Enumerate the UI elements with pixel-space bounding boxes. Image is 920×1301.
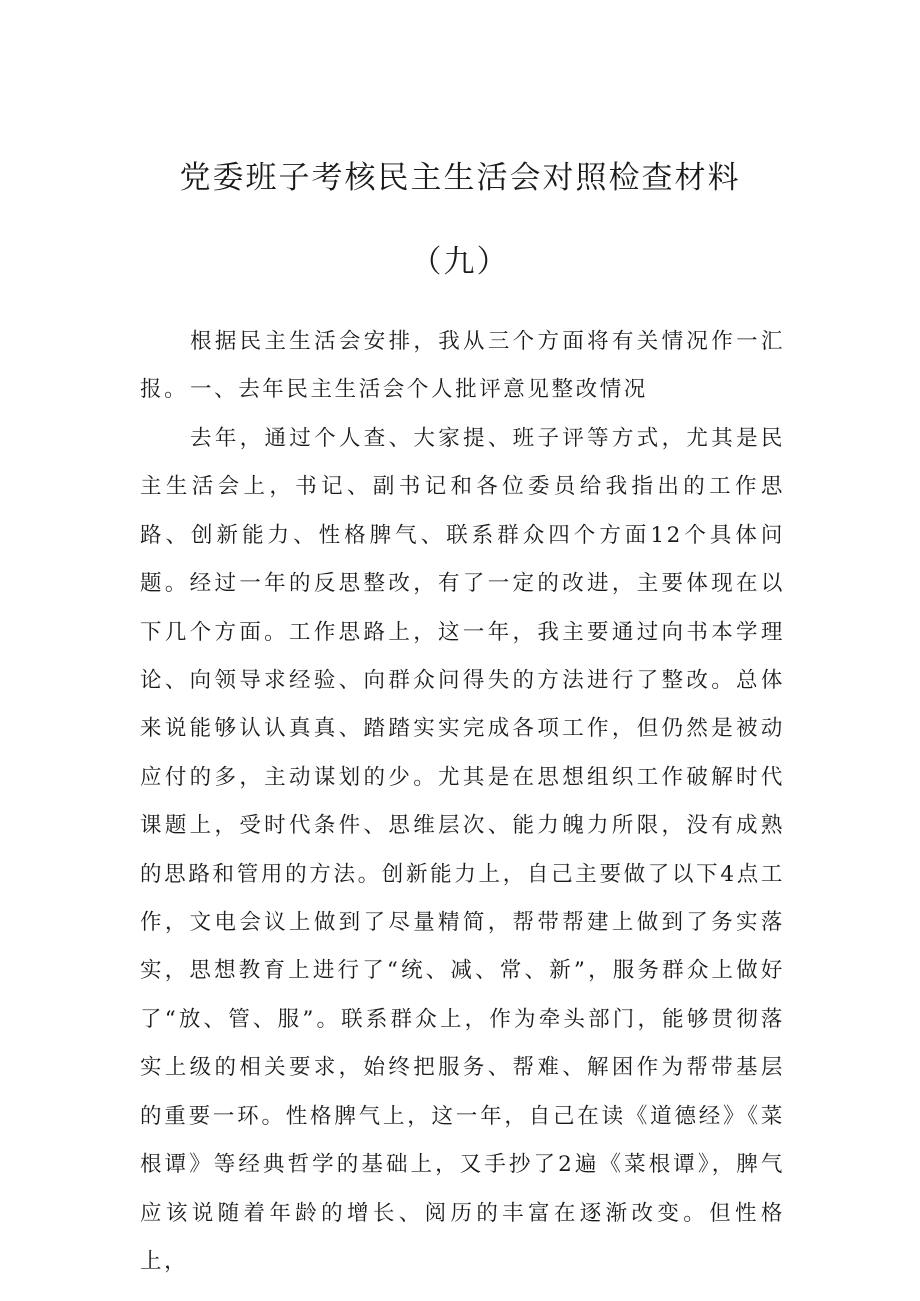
section-heading: 一、去年民主生活会个人批评意见整改情况	[190, 377, 648, 402]
body-paragraph: 去年，通过个人查、大家提、班子评等方式，尤其是民主生活会上，书记、副书记和各位委员给我指出的工作思路、创新能力、性格脾气、联系群众四个方面12个具体问题。经过一年的反思整改，有了一定的改进，主要体现在以下几个方面。工作思路上，这一年，我主要通过向书本学理论、向领导求经验、向群众问得失的方法进行了整改。总体来说能够认认真真、踏踏实实完成各项工作，但仍然是被动应付的多，主动谋划的少。尤其是在思想组织工作破解时代课题上，受时代条件、思维层次、能力魄力所限，没有成熟的思路和管用的方法。创新能力上，自己主要做了以下4点工作，文电会议上做到了尽量精简，帮带帮建上做到了务实落实，思想教育上进行了“统、减、常、新”，服务群众上做好了“放、管、服”。联系群众上，作为牵头部门，能够贯彻落实上级的相关要求，始终把服务、帮难、解困作为帮带基层的重要一环。性格脾气上，这一年，自己在读《道德经》《菜根谭》等经典哲学的基础上，又手抄了2遍《菜根谭》，脾气应该说随着年龄的增长、阅历的丰富在逐渐改变。但性格上，	[140, 426, 785, 1274]
document-subtitle: （九）	[410, 244, 510, 280]
intro-paragraph: 根据民主生活会安排，我从三个方面将有关情况作一汇报。	[140, 329, 785, 403]
document-title: 党委班子考核民主生活会对照检查材料	[179, 160, 741, 196]
